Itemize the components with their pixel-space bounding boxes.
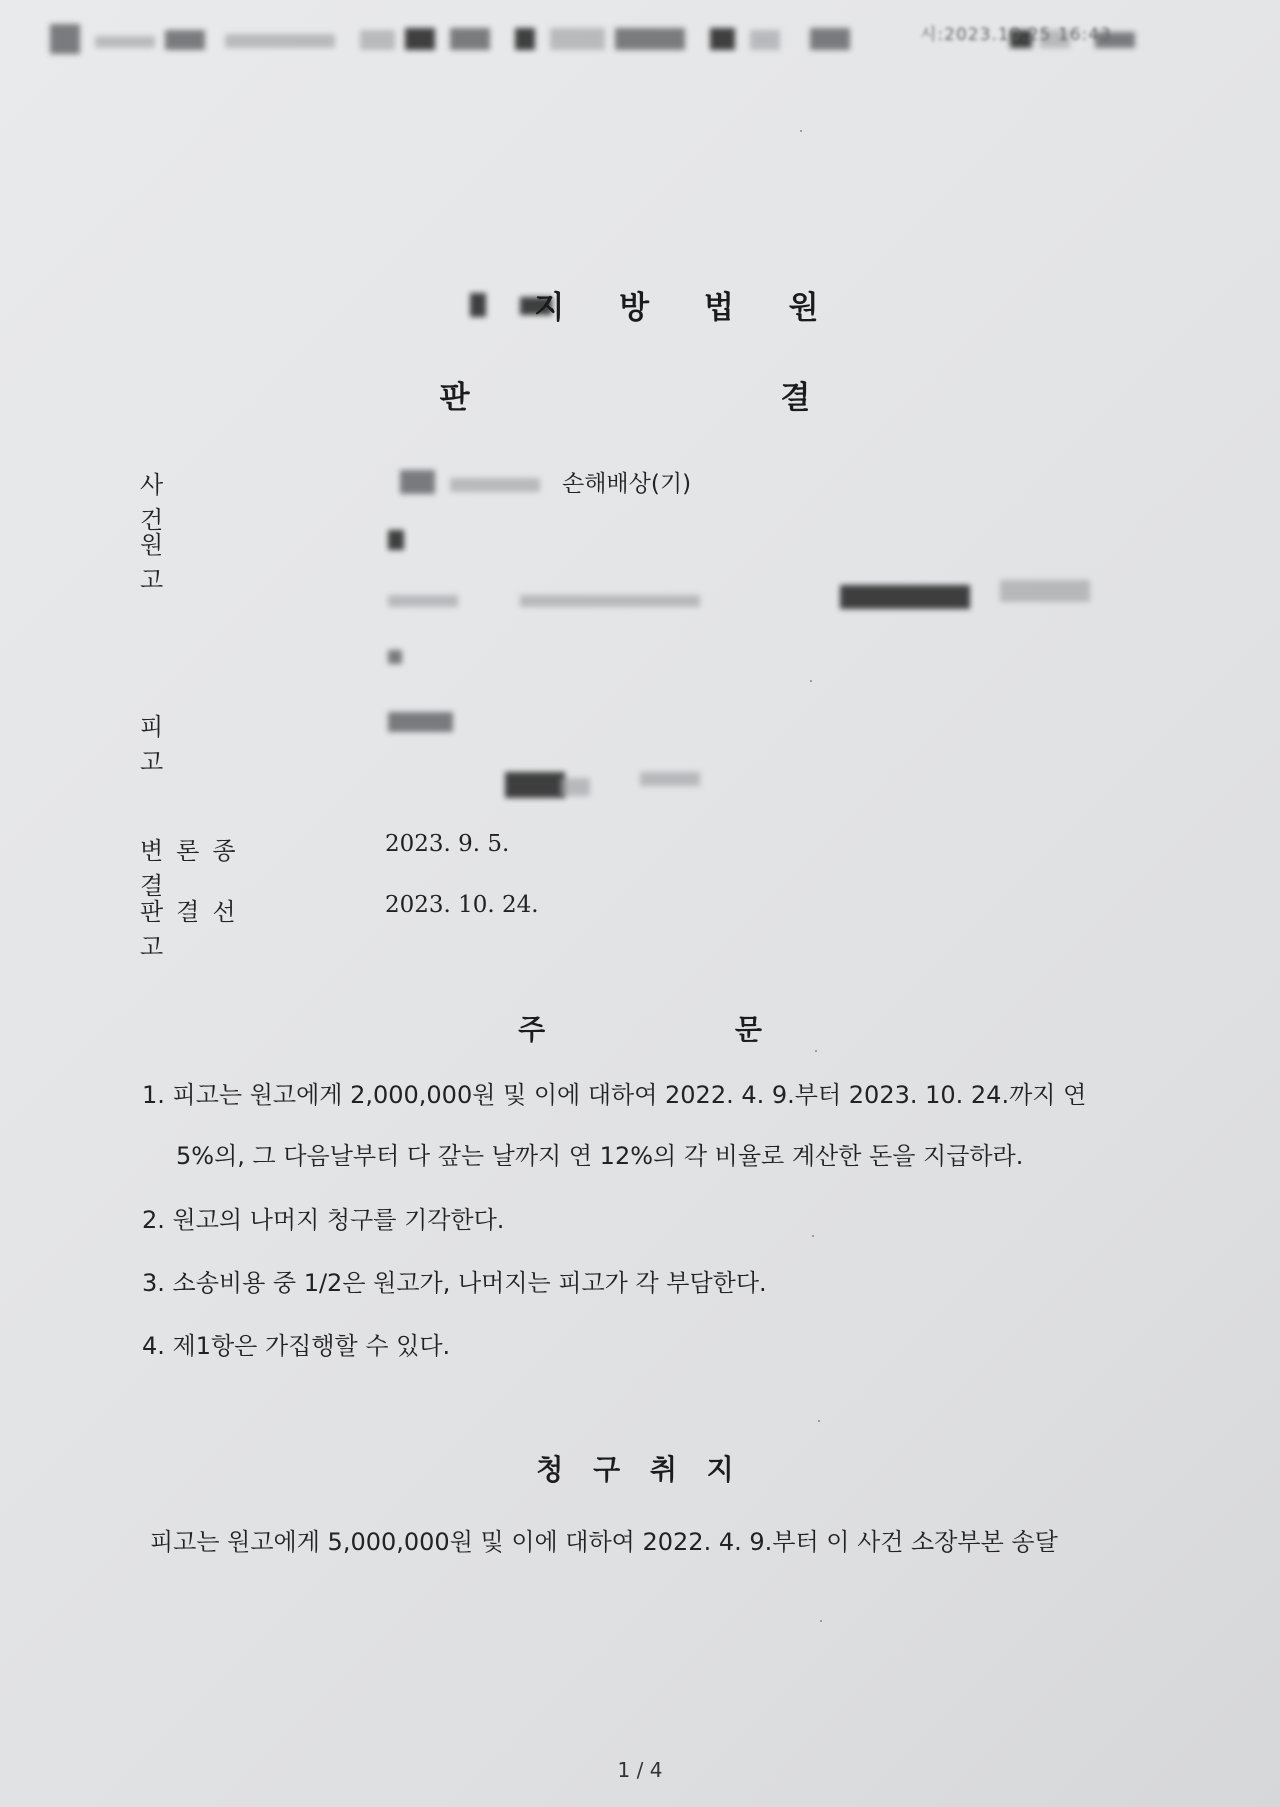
redacted-plaintiff-address bbox=[388, 595, 458, 607]
closing-date-label bbox=[140, 831, 280, 901]
redacted-case-number-2 bbox=[450, 478, 540, 492]
redacted-case-number bbox=[400, 470, 435, 494]
court-name: 지 방 법 원 bbox=[534, 290, 841, 326]
page-number: 1 / 4 bbox=[617, 1758, 663, 1782]
order-item-3: 3. 소송비용 중 1/2은 원고가, 나머지는 피고가 각 부담한다. bbox=[142, 1269, 767, 1297]
claim-text: 피고는 원고에게 5,000,000원 및 이에 대하여 2022. 4. 9.부터 이 사건 소장부본 송달 bbox=[150, 1528, 1058, 1556]
claim-title: 청 구 취 지 bbox=[536, 1453, 744, 1486]
judgment-date-label bbox=[140, 892, 280, 962]
closing-date-value: 2023. 9. 5. bbox=[385, 831, 510, 857]
defendant-label bbox=[140, 707, 280, 777]
redacted-defendant-address-2 bbox=[560, 778, 590, 796]
paper-speck bbox=[812, 1235, 814, 1237]
redacted-defendant-address bbox=[505, 772, 565, 798]
redacted-plaintiff-address-4 bbox=[1000, 580, 1090, 602]
redacted-plaintiff-rep bbox=[388, 650, 402, 664]
paper-speck bbox=[815, 1050, 817, 1052]
defendant-label-text: 피고 bbox=[140, 713, 234, 776]
redacted-defendant-name bbox=[388, 712, 453, 732]
redacted-plaintiff-address-2 bbox=[520, 595, 700, 607]
order-item-1: 1. 피고는 원고에게 2,000,000원 및 이에 대하여 2022. 4. 9.부터 2023. 10. 24.까지 연 bbox=[142, 1081, 1087, 1109]
judgment-date-label-text: 판결선고 bbox=[140, 898, 249, 961]
plaintiff-label-text: 원고 bbox=[140, 531, 234, 594]
order-title: 주 문 bbox=[518, 1013, 852, 1046]
paper-speck bbox=[820, 1620, 822, 1622]
plaintiff-label bbox=[140, 525, 280, 595]
print-timestamp: 시:2023.10.25 16:43 bbox=[920, 25, 1112, 45]
paper-speck bbox=[810, 680, 812, 682]
case-label-text: 사건 bbox=[140, 471, 234, 534]
closing-date-label-text: 변론종결 bbox=[140, 837, 249, 900]
order-item-1-cont: 5%의, 그 다음날부터 다 갚는 날까지 연 12%의 각 비율로 계산한 돈을 지급하라. bbox=[176, 1142, 1024, 1170]
paper-speck bbox=[800, 130, 802, 132]
judgment-date-value: 2023. 10. 24. bbox=[385, 892, 539, 918]
document-title: 판 결 bbox=[439, 380, 961, 416]
order-item-2: 2. 원고의 나머지 청구를 기각한다. bbox=[142, 1206, 505, 1234]
order-item-4: 4. 제1항은 가집행할 수 있다. bbox=[142, 1332, 451, 1360]
paper-speck bbox=[818, 1420, 820, 1422]
redacted-defendant-address-3 bbox=[640, 772, 700, 786]
redacted-plaintiff-address-3 bbox=[840, 585, 970, 609]
case-value: 손해배상(기) bbox=[562, 471, 692, 497]
redacted-plaintiff-name bbox=[388, 530, 404, 550]
